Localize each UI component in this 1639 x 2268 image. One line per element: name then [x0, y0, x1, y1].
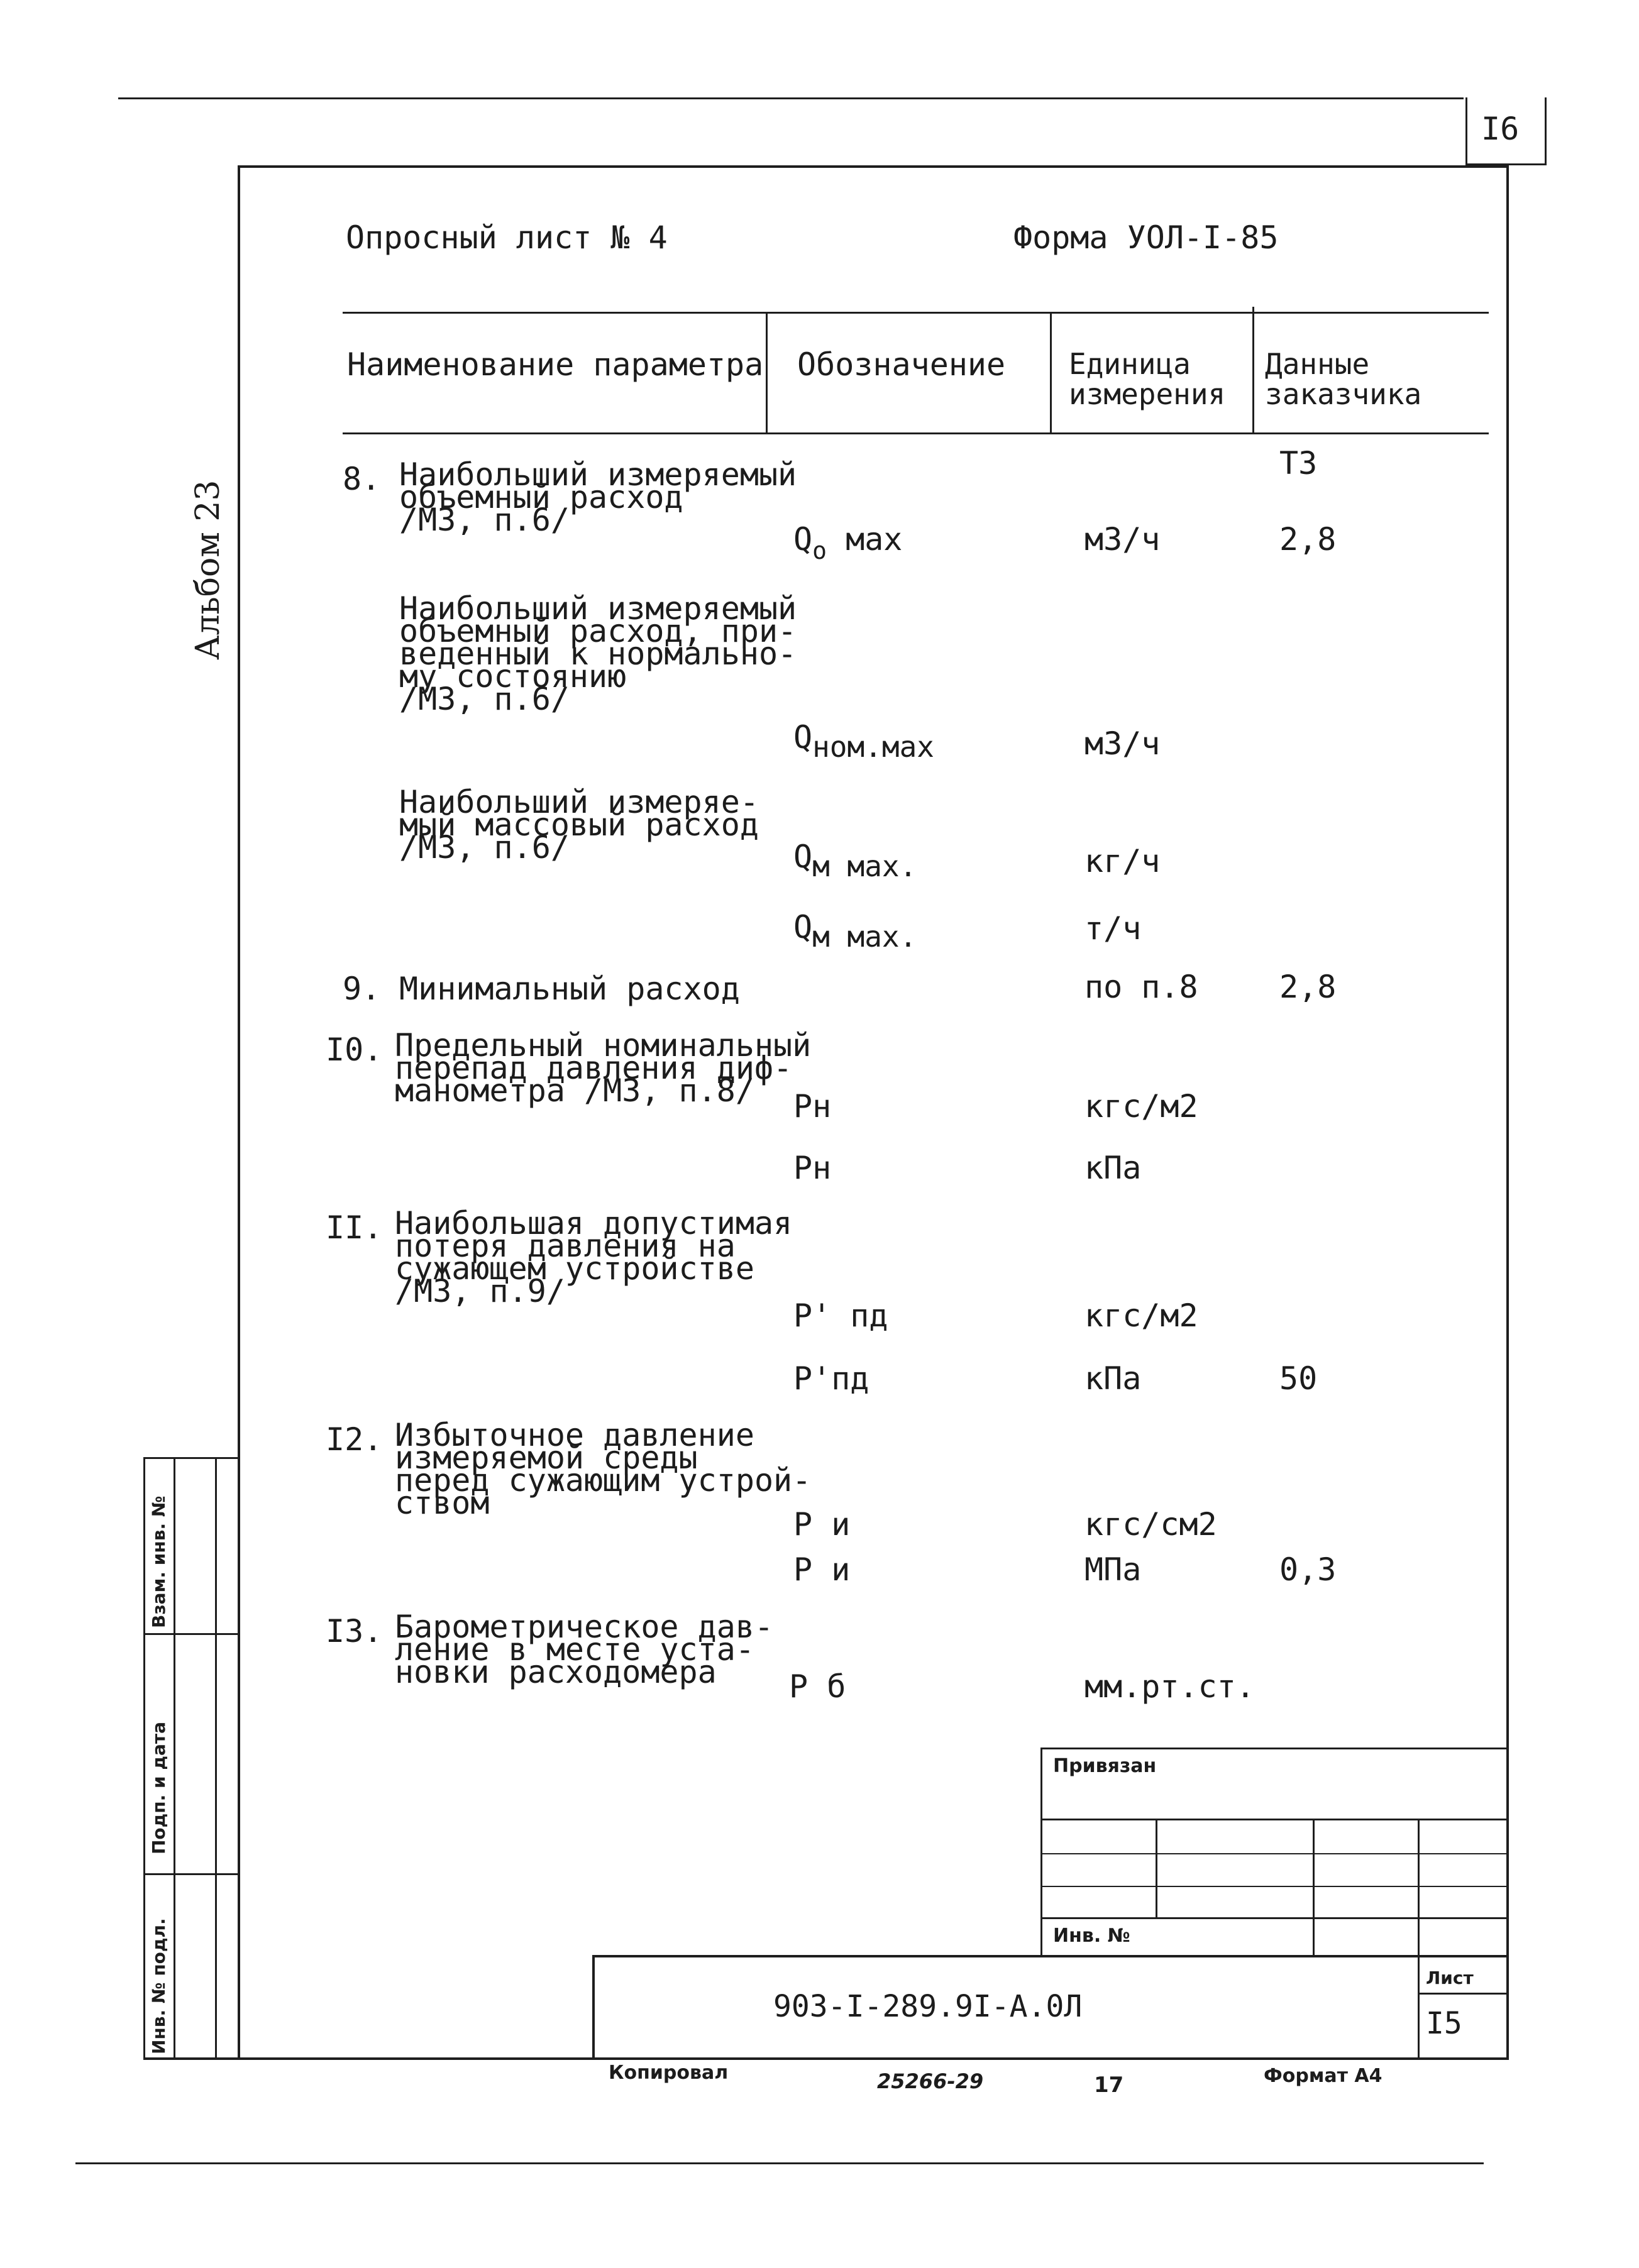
col-sep-3 — [1252, 307, 1254, 434]
stamp-grid-h3 — [1040, 1886, 1509, 1887]
q-symbol: Q — [793, 719, 813, 756]
q-subscript: м мах. — [812, 849, 917, 883]
table-header-top-line — [343, 312, 1489, 314]
row-8b-name: Наибольший измеряемый объемный расход, при- веденный к нормально- му состоянию /М3, п.6/ — [399, 590, 797, 717]
row-10-name: Предельный номинальный перепад давления диф- манометра /М3, п.8/ — [395, 1027, 812, 1109]
side-stamp-right — [215, 1457, 217, 2059]
col-header-customer: Данные заказчика — [1265, 347, 1422, 411]
top-rule-line — [118, 97, 1464, 99]
q-subscript: о — [812, 537, 827, 564]
row-11b-designation: Р'пд — [793, 1360, 869, 1397]
col-sep-2 — [1050, 312, 1052, 434]
row-13-unit: мм.рт.ст. — [1084, 1668, 1255, 1705]
row-13-designation: Р б — [789, 1668, 846, 1705]
side-stamp-top — [143, 1457, 240, 1459]
row-8b-unit: м3/ч — [1084, 725, 1161, 762]
side-stamp-left — [143, 1457, 145, 2059]
document-code: 903-I-289.9I-А.0Л — [773, 1989, 1083, 2024]
row-9-name: Минимальный расход — [399, 971, 740, 1007]
page-box-right — [1545, 97, 1547, 165]
row-8-number: 8. — [343, 461, 381, 497]
title-block-top — [592, 1955, 1509, 1957]
title-block-left — [592, 1955, 595, 2060]
stamp-grid-h2 — [1040, 1853, 1509, 1854]
stamp-grid-v3 — [1418, 1819, 1420, 2057]
form-code: Форма УОЛ-I-85 — [1013, 219, 1279, 256]
stamp-inv-no-label: Инв. № — [1053, 1925, 1130, 1947]
stamp-grid-h1 — [1040, 1819, 1509, 1820]
row-8-name: Наибольший измеряемый объемный расход /М3, п.6/ — [399, 456, 797, 538]
form-title: Опросный лист № 4 — [346, 219, 668, 256]
col-header-name: Наименование параметра — [347, 346, 764, 383]
frame-bottom — [143, 2057, 1509, 2060]
row-8c-name: Наибольший измеряе- мый массовый расход /М3, п.6/ — [399, 784, 759, 866]
footer-format: Формат А4 — [1264, 2065, 1382, 2087]
album-label: Альбом 23 — [189, 480, 227, 660]
footer-code: 25266-29 — [877, 2069, 984, 2093]
frame-right — [1506, 165, 1509, 2060]
q-symbol: Q — [793, 521, 813, 558]
stamp-grid-v2 — [1313, 1819, 1315, 1957]
row-11-name: Наибольшая допустимая потеря давления на сужающем устройстве /М3, п.9/ — [395, 1205, 793, 1309]
row-9-unit: по п.8 — [1084, 969, 1198, 1005]
row-8d-designation — [793, 909, 917, 954]
row-8c-unit: кг/ч — [1084, 843, 1161, 879]
q-symbol: Q — [793, 839, 813, 875]
row-8d-unit: т/ч — [1084, 910, 1142, 947]
page-number: I6 — [1481, 111, 1520, 147]
row-11-designation: Р' пд — [793, 1297, 888, 1334]
row-10-unit: кгс/м2 — [1084, 1088, 1198, 1125]
row-12-name: Избыточное давление измеряемой среды перед сужающим устрой- ством — [395, 1417, 812, 1521]
row-10-number: I0. — [326, 1032, 383, 1068]
side-stamp-vzam-inv: Взам. инв. № — [148, 1495, 169, 1628]
row-8-customer-value: 2,8 — [1279, 521, 1337, 558]
row-9-customer-value: 2,8 — [1279, 969, 1337, 1005]
row-13-name: Барометрическое дав- ление в месте уста- новки расходомера — [395, 1609, 774, 1690]
side-stamp-inv-podl: Инв. № подл. — [148, 1918, 169, 2054]
footer-number: 17 — [1094, 2073, 1124, 2098]
table-header-bottom-line — [343, 432, 1489, 434]
q-subscript: м мах. — [812, 920, 917, 954]
row-8c-designation — [793, 839, 917, 883]
stamp-grid-h4 — [1040, 1917, 1509, 1919]
row-12-unit: кгс/см2 — [1084, 1506, 1217, 1543]
row-10b-designation: Рн — [793, 1150, 832, 1186]
page-box-left — [1465, 97, 1467, 165]
row-12b-customer-value: 0,3 — [1279, 1551, 1337, 1588]
list-label: Лист — [1426, 1968, 1474, 1988]
q-suffix: мах — [827, 521, 903, 558]
col-header-unit: Единица измерения — [1069, 347, 1226, 411]
row-11b-unit: кПа — [1084, 1360, 1142, 1397]
side-stamp-mid — [174, 1457, 175, 2059]
row-12b-designation: Р и — [793, 1551, 851, 1588]
side-stamp-div-2 — [143, 1873, 240, 1875]
list-number: I5 — [1426, 2006, 1462, 2041]
col-sep-1 — [766, 312, 768, 434]
row-9-number: 9. — [343, 971, 381, 1007]
col-header-designation: Обозначение — [797, 346, 1006, 383]
q-symbol: Q — [793, 909, 813, 945]
row-8-unit: м3/ч — [1084, 521, 1161, 558]
frame-top — [238, 165, 1509, 168]
row-8-customer-t3: Т3 — [1279, 445, 1318, 482]
stamp-privyazan-left — [1040, 1748, 1042, 1957]
row-12b-unit: МПа — [1084, 1551, 1142, 1588]
row-11-number: II. — [326, 1209, 383, 1246]
row-8-designation — [793, 521, 903, 564]
row-8b-designation — [793, 719, 934, 764]
stamp-privyazan-label: Привязан — [1053, 1755, 1157, 1777]
row-13-number: I3. — [326, 1613, 383, 1649]
row-11-unit: кгс/м2 — [1084, 1297, 1198, 1334]
row-12-designation: Р и — [793, 1506, 851, 1543]
q-subscript: ном.мах — [812, 730, 934, 764]
list-cell-divider — [1418, 1993, 1509, 1995]
row-10b-unit: кПа — [1084, 1150, 1142, 1186]
frame-left — [238, 165, 240, 2060]
stamp-privyazan-top — [1040, 1748, 1509, 1749]
row-12-number: I2. — [326, 1421, 383, 1458]
footer-kopiroval: Копировал — [609, 2062, 729, 2084]
stamp-grid-v1 — [1156, 1819, 1157, 1919]
bottom-outer-line — [75, 2162, 1484, 2164]
row-11b-customer-value: 50 — [1279, 1360, 1318, 1397]
side-stamp-podp-data: Подп. и дата — [148, 1721, 169, 1854]
row-10-designation: Рн — [793, 1088, 832, 1125]
side-stamp-div-1 — [143, 1633, 240, 1635]
